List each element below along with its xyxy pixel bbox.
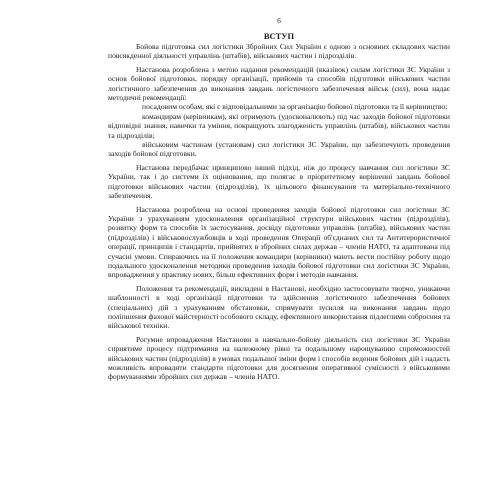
list-item-officials: посадовим особам, які є відповідальними за організацію бойової підготовки та її керівництво; <box>142 102 448 112</box>
paragraph-purpose: Настанова розроблена з метою надання рекомендацій (вказівок) силам логістики ЗС України з основ бойової підготовки, порядку організації, прийомів та способів підготовки військових частин логістичного забезпечення до виконання завдань логістичного забезпечення військ (сил), вона надає методичні рекомендації: <box>108 64 450 103</box>
document-body <box>108 42 450 382</box>
paragraph-approach: Настанова передбачає принципово інший підхід, ніж до процесу навчання сил логістики ЗС України, так і до системи їх оцінювання, що полягає в пріоритетному вирішенні завдань бойової підготовки військових частин (підрозділів), їх цільового фінансування та матеріально-технічного забезпечення. <box>108 162 450 201</box>
paragraph-basis: Настанова розроблена на основі проведення заходів бойової підготовки сил логістики ЗС України з урахуванням удосконалення організаційної структури військових частин (підрозділів), розвитку форм та способів їх застосування, досвіду підготовки управлінь (штабів), військових частин (підрозділів) і військовослужбовців в ході проведення Операції об'єднаних сил та Антитерористичної операції, принципів і стандартів, прийнятих в збройних силах держав – членів НАТО, та адаптована під сучасні умови. Спираючись на її положення командири (керівники) мають вести постійну роботу щодо подальшого удосконалення методики проведення заходів бойової підготовки сил логістики ЗС України, впровадження у практику нових, більш ефективних форм і методів навчання. <box>108 204 450 280</box>
paragraph-application: Положення та рекомендації, викладені в Настанові, необхідно застосовувати творчо, уникаючи шаблонності в ході організації підготовки та здійснення логістичного забезпечення бойових (спеціальних) дій з урахуванням обстановки, спрямувати зусилля на виконання завдань щодо поліпшення фахової майстерності особового складу, ефективного використання підлеглими озброєння та військової техніки. <box>108 283 450 331</box>
list-item-commanders: командирам (керівникам), які отримують (удосконалюють) під час заходів бойової підготовки відповідні знання, навички та уміння, покращують злагодженість управлінь (штабів), військових частин та підрозділів; <box>108 111 450 140</box>
list-item-units: військовим частинам (установам) сил логістики ЗС України, що забезпечують проведення заходів бойової підготовки. <box>108 140 450 159</box>
section-title: ВСТУП <box>263 31 295 41</box>
page-number: 6 <box>277 16 281 25</box>
paragraph-implementation: Рогумне впровадження Настанови в навчально-бойову діяльність сил логістики ЗС України сприятиме процесу підтримання на належному рівні та подальшому нарощуванню спроможностей військових частин (підрозділів) в умовах подальшої зміни форм і способів ведення бойових дій і надасть можливість впровадити стандарти підготовки для досягнення оперативної сумісності з військовими формуваннями збройних сил держав – членів НАТО. <box>108 334 450 382</box>
paragraph-intro: Бойова підготовка сил логістики Збройних Сил України є одною з основних складових частин повсякденної діяльності управлінь (штабів), військових частин і підрозділів. <box>108 42 450 61</box>
